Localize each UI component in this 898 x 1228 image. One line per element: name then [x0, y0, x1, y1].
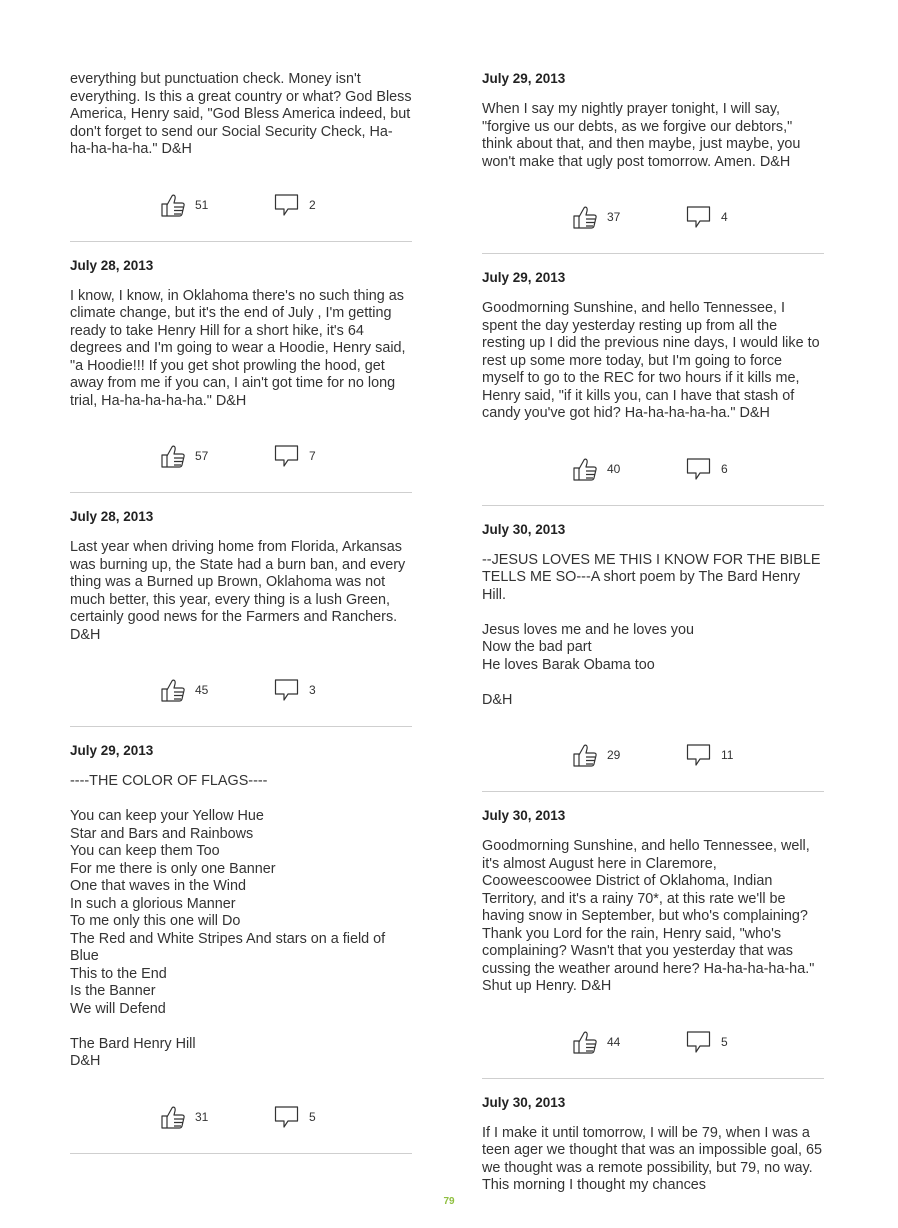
comment-bubble-icon [274, 1105, 300, 1129]
like-count [160, 1106, 208, 1128]
post-date: July 28, 2013 [70, 257, 154, 273]
comment-count-value: 2 [309, 197, 316, 212]
post-stats [482, 996, 824, 1078]
comment-count-value: 4 [721, 210, 728, 224]
comment-count [686, 744, 733, 766]
post-date: July 29, 2013 [482, 71, 566, 86]
thumbs-up-icon [160, 1105, 186, 1129]
post-text: If I make it until tomorrow, I will be 79, when I was a teen ager we thought that was an impossible goal, 65 we thought was a remote possibility, but 79, no way. This morning I thought my chances [482, 1124, 826, 1193]
post [482, 808, 824, 1079]
thumbs-up-icon [572, 205, 598, 229]
post [70, 509, 412, 727]
post-date: July 30, 2013 [482, 1094, 566, 1110]
comment-bubble-icon [686, 205, 712, 229]
post-text: everything but punctuation check. Money isn't everything. Is this a great country or what? God Bless America, Henry said, "God Bless America indeed, but don't forget to send our Social Security Check, Ha-ha-ha-ha-ha." D&H [70, 71, 415, 157]
post [70, 71, 415, 242]
post-text: I know, I know, in Oklahoma there's no such thing as climate change, but it's the end of July , I'm getting ready to take Henry Hill for a short hike, it's 64 degrees and I'm going to wear a Hoodie, Henry said, "a Hoodie!!! If you get shot prowling the hood, get away from me if you can, I ain't got time for no long trial, Ha-ha-ha-ha-ha." D&H [70, 287, 410, 409]
like-count-value: 45 [195, 683, 209, 697]
post-date: July 28, 2013 [70, 509, 154, 524]
right-column [482, 71, 824, 1211]
comment-count [686, 1031, 728, 1053]
post [482, 71, 824, 254]
comment-count-value: 5 [309, 1109, 316, 1124]
post [70, 743, 412, 1154]
left-column [70, 71, 415, 1170]
like-count [160, 679, 208, 701]
post [482, 270, 824, 506]
comment-bubble-icon [274, 193, 300, 217]
post-text: Last year when driving home from Florida, Arkansas was burning up, the State had a burn ban, and every thing was a Burned up Brown, Oklahoma was not much better, this year, every thing is a lush Green, certainly good news for the Farmers and Ranchers. D&H [70, 539, 410, 643]
post-stats [70, 159, 412, 241]
like-count-value: 37 [607, 210, 621, 224]
post-date: July 29, 2013 [70, 743, 154, 758]
like-count-value: 29 [607, 748, 621, 762]
like-count-value: 31 [195, 1109, 209, 1124]
comment-count-value: 6 [721, 461, 728, 476]
post-date: July 30, 2013 [482, 521, 566, 537]
comment-count-value: 11 [721, 748, 734, 762]
comment-bubble-icon [686, 743, 712, 767]
like-count [572, 206, 620, 228]
page-number: 79 [443, 1196, 455, 1207]
thumbs-up-icon [160, 678, 186, 702]
comment-count-value: 5 [721, 1034, 728, 1049]
comment-count [274, 1106, 316, 1128]
post [482, 522, 824, 793]
thumbs-up-icon [572, 1030, 598, 1054]
post [70, 258, 412, 494]
thumbs-up-icon [160, 444, 186, 468]
comment-bubble-icon [274, 678, 300, 702]
post [482, 1095, 824, 1195]
comment-count [686, 206, 728, 228]
post-stats [70, 644, 412, 726]
thumbs-up-icon [572, 743, 598, 767]
like-count-value: 57 [195, 449, 209, 463]
comment-count [274, 445, 316, 467]
post-text: ----THE COLOR OF FLAGS---- You can keep your Yellow Hue Star and Bars and Rainbows You can keep them Too For me there is only one Banner One that waves in the Wind In such a glorious Manner To me only this one will Do The Red and White Stripes And stars on a field of Blue This to the End Is the Banner We will Defend The Bard Henry Hill D&H [70, 773, 386, 1069]
post-stats [482, 171, 824, 253]
comment-count [686, 458, 728, 480]
post-date: July 30, 2013 [482, 808, 566, 823]
comment-count-value: 3 [309, 683, 316, 697]
post-date: July 29, 2013 [482, 270, 566, 285]
comment-count-value: 7 [309, 449, 316, 463]
comment-bubble-icon [686, 457, 712, 481]
post-text: Goodmorning Sunshine, and hello Tennessee, well, it's almost August here in Claremore, Cooweescoowee District of Oklahoma, Indian Territory, and it's a rainy 70*, at this rate we'll be having snow in September, but who's complaining? Thank you Lord for the rain, Henry said, "who's complaining? Wasn't that you yesterday that was cussing the weather around here? Ha-ha-ha-ha-ha." Shut up Henry. D&H [482, 838, 819, 994]
like-count [160, 194, 208, 216]
comment-bubble-icon [274, 444, 300, 468]
like-count [572, 1031, 620, 1053]
comment-bubble-icon [686, 1030, 712, 1054]
post-stats [482, 423, 824, 505]
post-text: --JESUS LOVES ME THIS I KNOW FOR THE BIBLE TELLS ME SO---A short poem by The Bard Henry Hill. Jesus loves me and he loves you Now the bad part He loves Barak Obama too D&H [482, 551, 821, 708]
like-count [572, 458, 620, 480]
comment-count [274, 679, 316, 701]
thumbs-up-icon [160, 193, 186, 217]
post-text: When I say my nightly prayer tonight, I will say, "forgive us our debts, as we forgive our debtors," think about that, and then maybe, just maybe, you won't make that ugly post tomorrow. Amen. D&H [482, 101, 805, 170]
post-stats [482, 709, 824, 791]
like-count-value: 51 [195, 197, 209, 212]
like-count [572, 744, 620, 766]
post-stats [70, 1071, 412, 1153]
comment-count [274, 194, 316, 216]
like-count [160, 445, 208, 467]
post-stats [70, 410, 412, 492]
thumbs-up-icon [572, 457, 598, 481]
like-count-value: 44 [607, 1034, 621, 1049]
like-count-value: 40 [607, 461, 621, 476]
post-text: Goodmorning Sunshine, and hello Tennessee, I spent the day yesterday resting up from all the resting up I did the previous nine days, I would like to rest up some more today, but I'm going to force myself to go to the REC for two hours if it kills me, Henry said, "if it kills you, can I have that stash of candy you've got hid? Ha-ha-ha-ha-ha." D&H [482, 300, 824, 421]
